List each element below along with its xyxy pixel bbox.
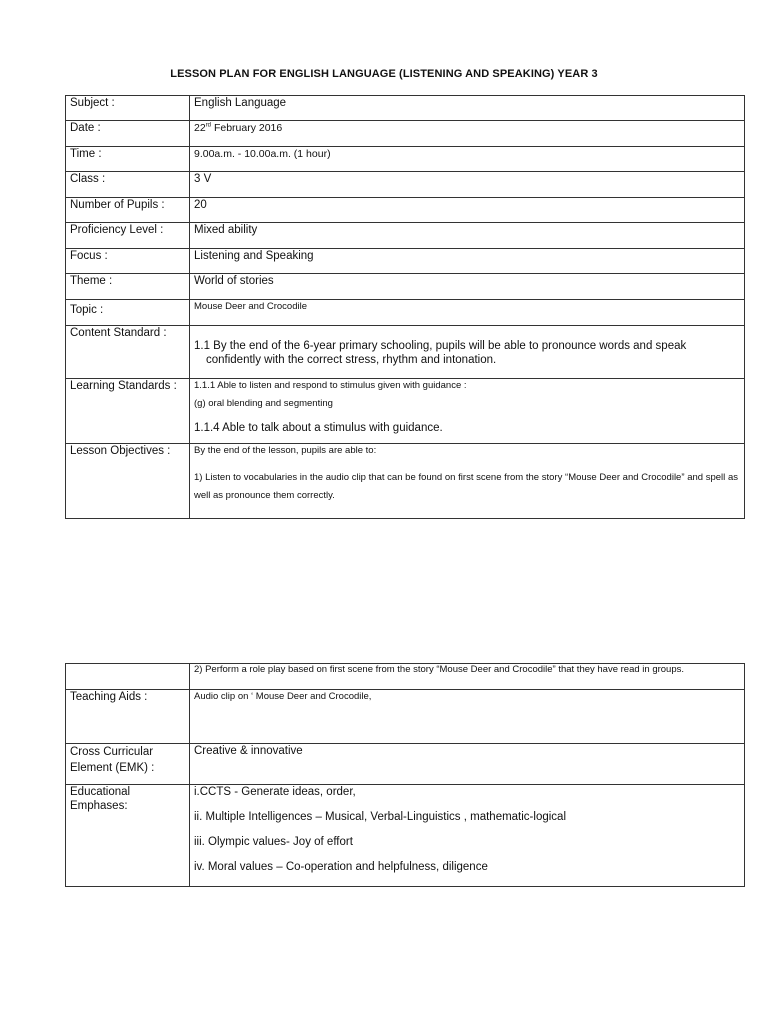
objective-1: 1) Listen to vocabularies in the audio clip that can be found on first scene from the story “Mouse Deer and Crocodile” and spell as well as pronounce them correctly. [194,472,738,501]
table-row [66,274,745,300]
date-label: Date : [66,121,190,147]
table-row [66,444,745,519]
table-row [66,744,745,785]
focus-label: Focus : [66,249,190,274]
table-row [66,690,745,744]
topic-label: Topic : [66,300,190,326]
objective-2: 2) Perform a role play based on first scene from the story “Mouse Deer and Crocodile” that they have read in groups. [190,664,745,690]
page-title: LESSON PLAN FOR ENGLISH LANGUAGE (LISTENING AND SPEAKING) YEAR 3 [170,68,598,80]
topic-value: Mouse Deer and Crocodile [190,300,745,326]
table-row [66,379,745,444]
proficiency-label: Proficiency Level : [66,223,190,249]
objectives-intro: By the end of the lesson, pupils are able to: [194,445,377,456]
learning-standard-1: 1.1.1 Able to listen and respond to stimulus given with guidance : [194,380,467,391]
teaching-aids-value: Audio clip on ‘ Mouse Deer and Crocodile, [190,690,745,744]
cross-curricular-value: Creative & innovative [190,744,745,785]
learning-standard-2: 1.1.4 Able to talk about a stimulus with guidance. [194,422,443,434]
proficiency-value: Mixed ability [190,223,745,249]
table-row [66,121,745,147]
class-label: Class : [66,172,190,198]
educational-emphases-value [190,785,745,887]
table-row [66,249,745,274]
emphasis-item: ii. Multiple Intelligences – Musical, Verbal-Linguistics , mathematic-logical [194,811,566,823]
pupils-label: Number of Pupils : [66,198,190,223]
time-value: 9.00a.m. - 10.00a.m. (1 hour) [190,147,745,172]
time-label: Time : [66,147,190,172]
date-day: 22 [194,122,206,134]
cross-curricular-label: Cross Curricular Element (EMK) : [66,744,190,785]
table-row [66,198,745,223]
lesson-objectives-label: Lesson Objectives : [66,444,190,519]
table-row [66,223,745,249]
table-row [66,300,745,326]
table-row [66,664,745,690]
subject-label: Subject : [66,96,190,121]
date-value [190,121,745,147]
table-row [66,785,745,887]
theme-value: World of stories [190,274,745,300]
content-standard-label: Content Standard : [66,326,190,379]
class-value: 3 V [190,172,745,198]
learning-standard-g: (g) oral blending and segmenting [194,398,333,409]
learning-standards-value [190,379,745,444]
content-standard-value: 1.1 By the end of the 6-year primary schooling, pupils will be able to pronounce words and speak confidently with the correct stress, rhythm and intonation. [190,326,745,379]
date-rest: February 2016 [211,122,283,134]
table-row [66,326,745,379]
table-row [66,172,745,198]
table-row [66,96,745,121]
date-suffix: rd [205,122,212,129]
table-row [66,147,745,172]
lesson-objectives-value [190,444,745,519]
objective-2-label-cell [66,664,190,690]
pupils-value: 20 [190,198,745,223]
lesson-plan-table-2 [65,663,745,887]
emphasis-item: i.CCTS - Generate ideas, order, [194,786,356,798]
emphasis-item: iv. Moral values – Co-operation and helpfulness, diligence [194,861,488,873]
focus-value: Listening and Speaking [190,249,745,274]
theme-label: Theme : [66,274,190,300]
educational-emphases-label: Educational Emphases: [66,785,190,887]
teaching-aids-label: Teaching Aids : [66,690,190,744]
lesson-plan-table-1 [65,95,745,519]
subject-value: English Language [190,96,745,121]
learning-standards-label: Learning Standards : [66,379,190,444]
emphasis-item: iii. Olympic values- Joy of effort [194,836,353,848]
